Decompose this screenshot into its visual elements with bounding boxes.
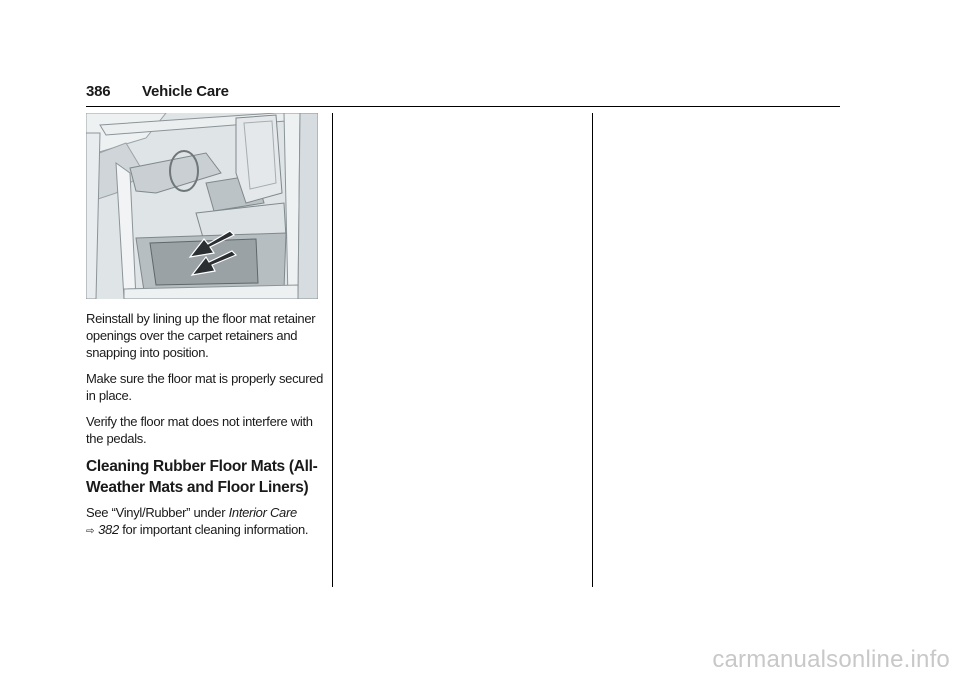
subsection-heading: Cleaning Rubber Floor Mats (All-Weather Mats and Floor Liners) xyxy=(86,458,318,496)
interior-care-link[interactable]: Interior Care xyxy=(228,505,297,520)
page-header xyxy=(86,80,840,107)
page-ref-number[interactable]: 382 xyxy=(98,522,119,537)
floor-mat-illustration xyxy=(86,113,318,299)
section-title: Vehicle Care xyxy=(142,83,229,100)
page-ref-arrow-icon: ⇨ xyxy=(86,526,95,537)
watermark-text: carmanualsonline.info xyxy=(712,646,950,673)
page-number: 386 xyxy=(86,83,111,100)
column-divider xyxy=(592,113,593,587)
see-prefix: See “Vinyl/Rubber” under xyxy=(86,505,229,520)
paragraph-secure: Make sure the floor mat is properly secured in place. xyxy=(86,371,324,403)
see-suffix: for important cleaning information. xyxy=(118,522,309,537)
paragraph-see-reference xyxy=(86,504,324,540)
column-divider xyxy=(332,113,333,587)
paragraph-reinstall: Reinstall by lining up the floor mat retainer openings over the carpet retainers and snapping into position. xyxy=(86,311,316,360)
paragraph-pedals: Verify the floor mat does not interfere with the pedals. xyxy=(86,414,313,446)
body-column xyxy=(86,310,324,549)
